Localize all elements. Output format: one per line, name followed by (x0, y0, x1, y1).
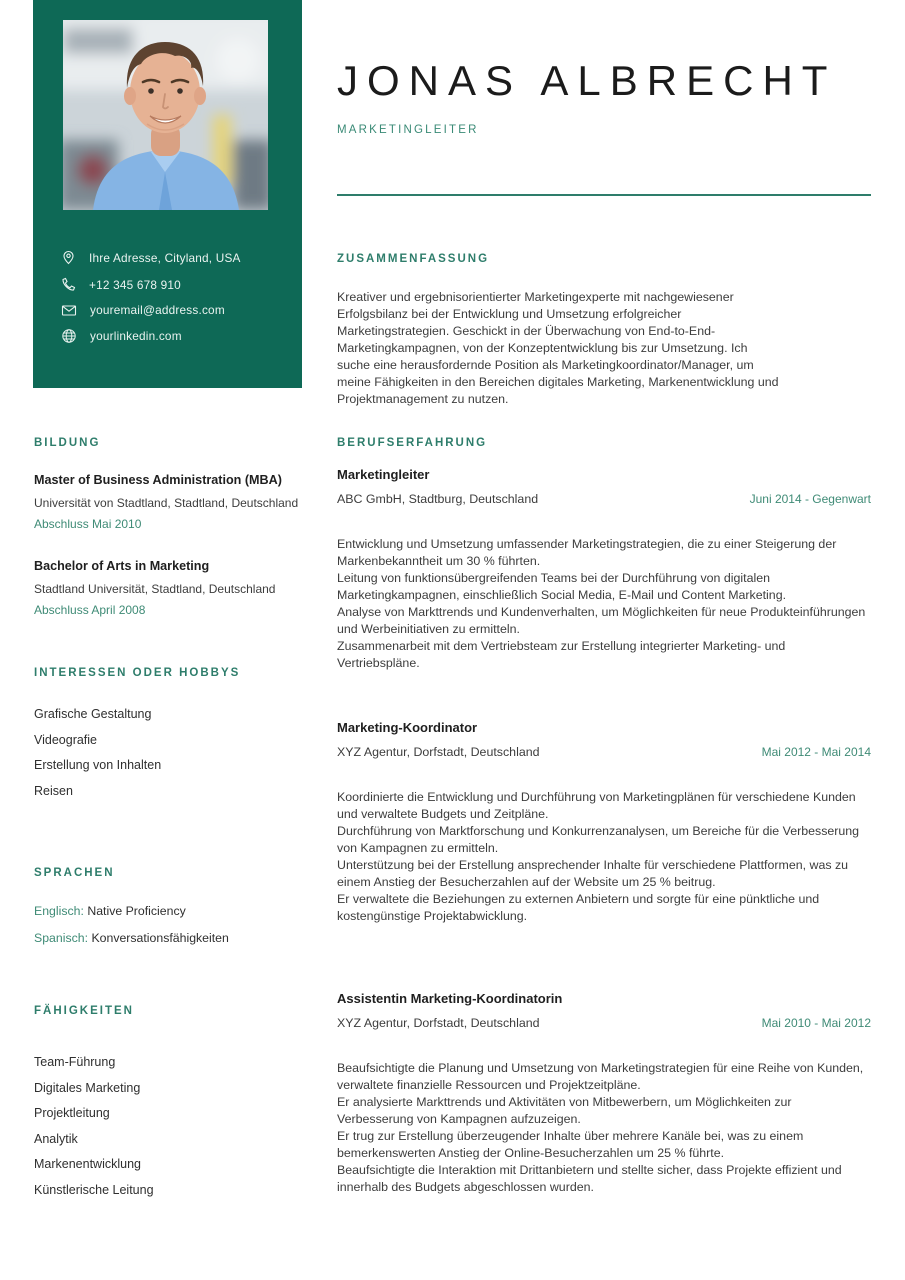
contact-address: Ihre Adresse, Cityland, USA (89, 251, 241, 265)
skill-item: Digitales Marketing (34, 1080, 141, 1095)
email-icon (61, 304, 77, 317)
skill-item: Projektleitung (34, 1106, 110, 1120)
job-bullet: Er verwaltete die Beziehungen zu externen Anbietern und sorgte für eine pünktliche und kostengünstige Projektabwicklung. (337, 892, 820, 923)
language-value: Native Proficiency (87, 904, 186, 918)
education-heading: BILDUNG (34, 437, 101, 449)
contact-website-row (61, 328, 291, 344)
interests-heading: INTERESSEN ODER HOBBYS (34, 667, 241, 679)
language-item (34, 904, 306, 918)
job-bullet: Beaufsichtigte die Planung und Umsetzung von Marketingstrategien für eine Reihe von Kunden, verwaltete finanzielle Ressourcen und Projektzeitpläne. (337, 1061, 864, 1092)
contact-website: yourlinkedin.com (90, 329, 182, 343)
main-header (337, 0, 871, 196)
language-label: Spanisch: (34, 931, 89, 945)
languages-heading: SPRACHEN (34, 867, 115, 879)
job-bullet: Er analysierte Markttrends und Aktivitäten von Mitbewerbern, um Möglichkeiten zur Verbesserung von Kampagnen aufzuzeigen. (337, 1095, 792, 1126)
experience-job (337, 720, 871, 925)
interest-item: Reisen (34, 783, 73, 798)
globe-icon (61, 328, 77, 344)
interest-item: Videografie (34, 732, 98, 747)
job-title: Marketingleiter (337, 467, 430, 482)
job-bullet: Leitung von funktionsübergreifenden Teams bei der Durchführung von digitalen Marketingkampagnen, einschließlich Social Media, E-Mail und Content Marketing. (337, 571, 787, 602)
interests-list (34, 707, 306, 798)
education-date: Abschluss Mai 2010 (34, 517, 142, 531)
interest-item: Grafische Gestaltung (34, 707, 152, 721)
language-item (34, 931, 306, 945)
job-bullet: Er trug zur Erstellung überzeugender Inhalte über mehrere Kanäle bei, was zu einem bemerkenswerten Anstieg der Online-Besucherzahlen um 25 % führte. (337, 1129, 804, 1160)
job-bullet: Unterstützung bei der Erstellung ansprechender Inhalte für verschiedene Plattformen, was zu einem Anstieg der Besucherzahlen auf der Website um 25 % beitrug. (337, 858, 849, 889)
skills-list (34, 1055, 306, 1197)
job-description (337, 1060, 871, 1196)
sidebar-panel (33, 0, 302, 388)
contact-phone: +12 345 678 910 (89, 277, 181, 292)
education-degree: Bachelor of Arts in Marketing (34, 559, 210, 573)
interests-section (34, 667, 306, 809)
education-section (34, 437, 306, 617)
skills-heading: FÄHIGKEITEN (34, 1005, 134, 1017)
education-item (34, 473, 306, 531)
skill-item: Team-Führung (34, 1055, 116, 1069)
experience-job (337, 991, 871, 1196)
job-bullet: Durchführung von Marktforschung und Konkurrenzanalysen, um Bereiche für die Verbesserung von Kampagnen zu ermitteln. (337, 824, 860, 855)
summary-text: Kreativer und ergebnisorientierter Marketingexperte mit nachgewiesener Erfolgsbilanz bei der Entwicklung und Umsetzung erfolgreicher Marketingstrategien. Geschickt in der Überwachung von End-to-End-Marketingkampagnen, von der Konzeptentwicklung bis zur Umsetzung. Ich suche eine herausfordernde Position als Marketingkoordinator/Manager, um meine Fähigkeiten in den Bereichen digitales Marketing, Markenentwicklung und Projektmanagement zu nutzen. (337, 290, 779, 406)
skill-item: Markenentwicklung (34, 1157, 141, 1171)
skill-item: Analytik (34, 1131, 78, 1146)
contact-block (61, 250, 291, 355)
summary-heading: ZUSAMMENFASSUNG (337, 253, 490, 265)
job-date: Juni 2014 - Gegenwart (749, 492, 871, 506)
skills-section (34, 1005, 306, 1208)
job-bullet: Entwicklung und Umsetzung umfassender Marketingstrategien, die zu einer Steigerung der Markenbekanntheit um 30 % führten. (337, 537, 837, 568)
profile-photo (63, 20, 268, 210)
contact-email: youremail@address.com (90, 303, 225, 317)
experience-heading: BERUFSERFAHRUNG (337, 437, 488, 449)
job-bullet: Koordinierte die Entwicklung und Durchführung von Marketingplänen für verschiedene Kunden und verwaltete Budgets und Zeitpläne. (337, 790, 856, 821)
summary-section (337, 253, 871, 408)
job-date: Mai 2010 - Mai 2012 (761, 1016, 871, 1030)
job-meta (337, 1016, 871, 1030)
profile-photo-illustration (63, 20, 268, 210)
language-label: Englisch: (34, 904, 84, 918)
education-school: Stadtland Universität, Stadtland, Deutschland (34, 582, 276, 596)
job-title: Assistentin Marketing-Koordinatorin (337, 991, 563, 1006)
contact-address-row (61, 250, 291, 266)
interest-item: Erstellung von Inhalten (34, 758, 162, 772)
languages-list (34, 904, 306, 945)
skill-item: Künstlerische Leitung (34, 1182, 154, 1197)
education-school: Universität von Stadtland, Stadtland, Deutschland (34, 496, 299, 510)
person-job-title: MARKETINGLEITER (337, 124, 479, 136)
job-bullet: Beaufsichtigte die Interaktion mit Drittanbietern und stellte sicher, dass Projekte effizient und innerhalb des Budgets abgeschlossen wurden. (337, 1163, 842, 1194)
language-value: Konversationsfähigkeiten (91, 931, 229, 945)
job-bullet: Analyse von Markttrends und Kundenverhalten, um Möglichkeiten für neue Produkteinführungen und Werbeinitiativen zu ermitteln. (337, 605, 866, 636)
header-divider (337, 194, 871, 196)
contact-phone-row (61, 277, 291, 292)
person-name: JONAS ALBRECHT (337, 57, 837, 104)
job-description (337, 789, 871, 925)
location-pin-icon (61, 250, 76, 266)
contact-email-row (61, 303, 291, 317)
job-title: Marketing-Koordinator (337, 720, 478, 735)
job-company: XYZ Agentur, Dorfstadt, Deutschland (337, 745, 540, 759)
job-bullet: Zusammenarbeit mit dem Vertriebsteam zur Erstellung integrierter Marketing- und Vertriebspläne. (337, 639, 786, 670)
education-item (34, 559, 306, 617)
education-date: Abschluss April 2008 (34, 603, 146, 617)
job-company: ABC GmbH, Stadtburg, Deutschland (337, 492, 539, 506)
job-date: Mai 2012 - Mai 2014 (761, 745, 871, 759)
job-description (337, 536, 871, 672)
languages-section (34, 867, 306, 958)
experience-section (337, 437, 871, 1194)
education-degree: Master of Business Administration (MBA) (34, 473, 282, 487)
job-meta (337, 492, 871, 506)
job-company: XYZ Agentur, Dorfstadt, Deutschland (337, 1016, 540, 1030)
phone-icon (61, 277, 76, 292)
job-meta (337, 745, 871, 759)
experience-job (337, 467, 871, 672)
